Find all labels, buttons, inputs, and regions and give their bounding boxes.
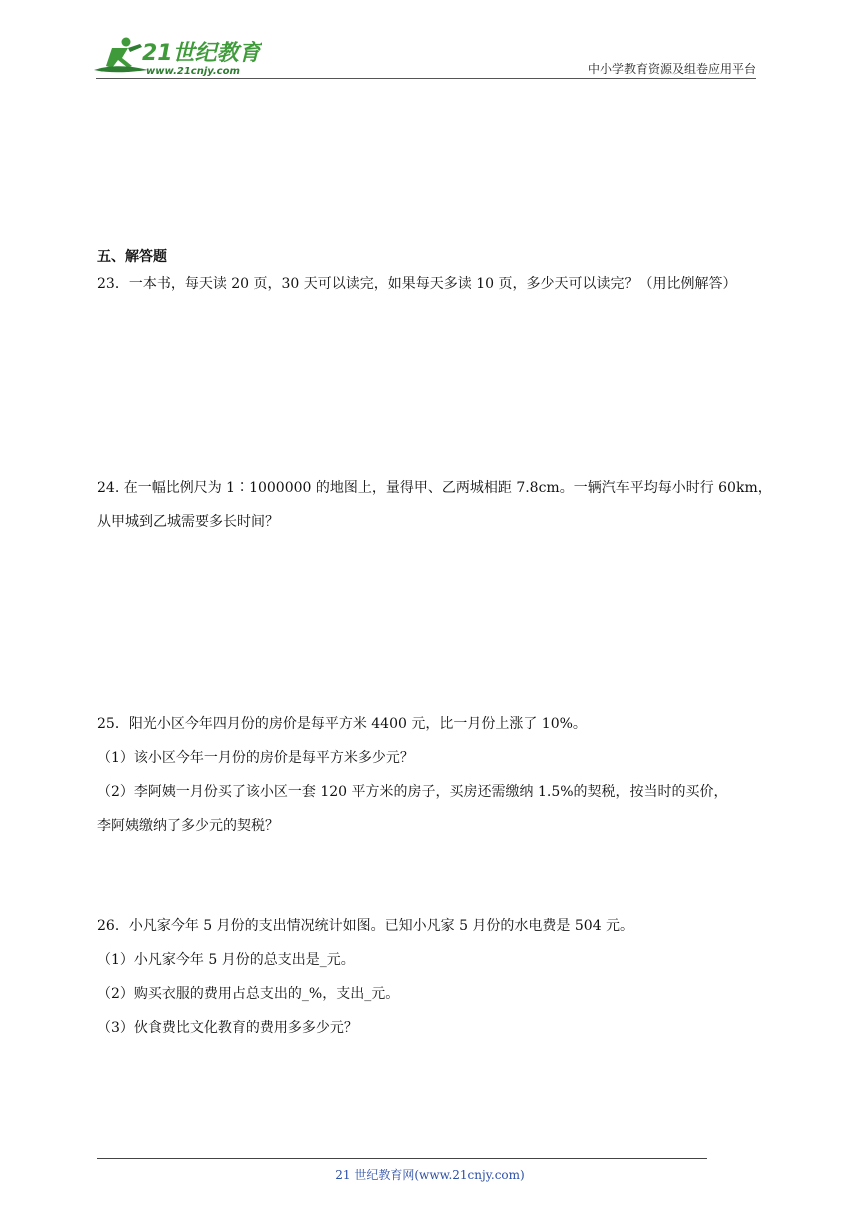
question-23-text: 23．一本书，每天读 20 页，30 天可以读完，如果每天多读 10 页，多少天可以读完？（用比例解答） xyxy=(97,276,737,292)
question-24-text-cont: 从甲城到乙城需要多长时间？ xyxy=(97,514,279,530)
footer-divider xyxy=(97,1158,707,1159)
question-25-part-1: （1）该小区今年一月份的房价是每平方米多少元？ xyxy=(97,750,414,766)
logo-main-text: 21世纪教育 xyxy=(142,41,261,66)
question-25-part-2-cont: 李阿姨缴纳了多少元的契税？ xyxy=(97,818,279,834)
site-logo xyxy=(92,34,262,80)
question-24-text: 24. 在一幅比例尺为 1∶1000000 的地图上，量得甲、乙两城相距 7.8cm。一辆汽车平均每小时行 60km， xyxy=(97,480,772,496)
question-26-part-2: （2）购买衣服的费用占总支出的_%，支出_元。 xyxy=(97,986,400,1002)
section-title: 五、解答题 xyxy=(97,249,167,265)
header-tagline: 中小学教育资源及组卷应用平台 xyxy=(587,62,756,76)
logo-url-text: www.21cnjy.com xyxy=(146,66,240,77)
question-26-part-3: （3）伙食费比文化教育的费用多多少元？ xyxy=(97,1020,358,1036)
runner-logo-icon xyxy=(94,38,148,73)
header-divider xyxy=(96,78,756,79)
footer-text: 21 世纪教育网(www.21cnjy.com) xyxy=(335,1168,525,1182)
question-26-text: 26．小凡家今年 5 月份的支出情况统计如图。已知小凡家 5 月份的水电费是 504 元。 xyxy=(97,918,635,934)
question-25-part-2: （2）李阿姨一月份买了该小区一套 120 平方米的房子，买房还需缴纳 1.5%的契税，按当时的买价， xyxy=(97,784,728,800)
question-26-part-1: （1）小凡家今年 5 月份的总支出是_元。 xyxy=(97,952,355,968)
question-25-text: 25．阳光小区今年四月份的房价是每平方米 4400 元，比一月份上涨了 10%。 xyxy=(97,716,587,732)
